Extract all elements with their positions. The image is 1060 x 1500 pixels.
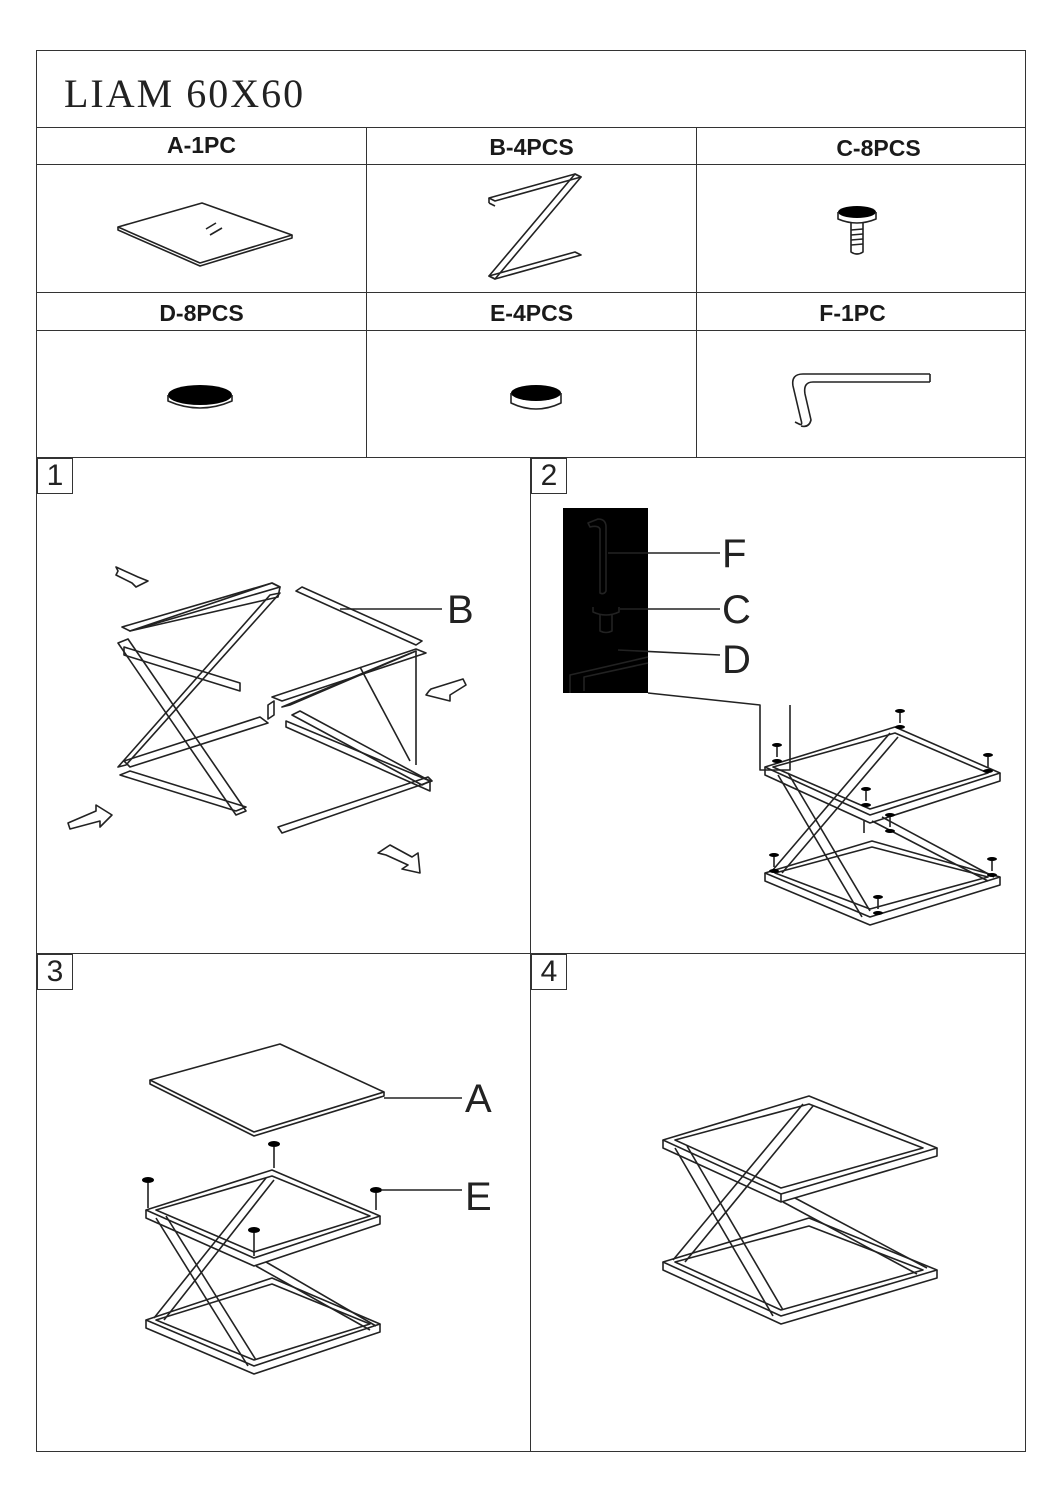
step-number: 3 <box>37 954 73 990</box>
pad-icon <box>508 383 568 418</box>
divider <box>36 127 1026 128</box>
callout-b: B <box>447 588 474 632</box>
screw-icon <box>835 202 895 262</box>
part-label-f: F-1PC <box>819 300 886 326</box>
divider <box>36 292 1026 293</box>
part-label-c: C-8PCS <box>836 135 921 161</box>
divider <box>696 127 697 457</box>
callout-a: A <box>465 1077 492 1121</box>
step-number: 2 <box>531 458 567 494</box>
step-2-fastening <box>560 505 1030 935</box>
page-title: LIAM 60X60 <box>64 71 306 116</box>
callout-leader <box>340 600 450 620</box>
part-label-e: E-4PCS <box>489 300 574 326</box>
divider <box>366 127 367 457</box>
glass-top-icon <box>110 195 300 270</box>
part-label-d: D-8PCS <box>159 300 244 326</box>
divider <box>36 330 1026 331</box>
callout-d: D <box>722 638 751 682</box>
part-label-b: B-4PCS <box>489 134 574 160</box>
z-frame-icon <box>485 170 595 285</box>
allen-key-icon <box>785 368 940 430</box>
step-number: 4 <box>531 954 567 990</box>
callout-f: F <box>722 532 747 576</box>
part-label-a: A-1PC <box>166 132 236 158</box>
callout-e: E <box>465 1175 492 1219</box>
washer-icon <box>165 383 240 418</box>
step-4-assembled-table <box>655 1090 945 1335</box>
divider <box>36 164 1026 165</box>
step-3-glass-placement <box>140 1040 500 1390</box>
step-number: 1 <box>37 458 73 494</box>
callout-c: C <box>722 588 751 632</box>
